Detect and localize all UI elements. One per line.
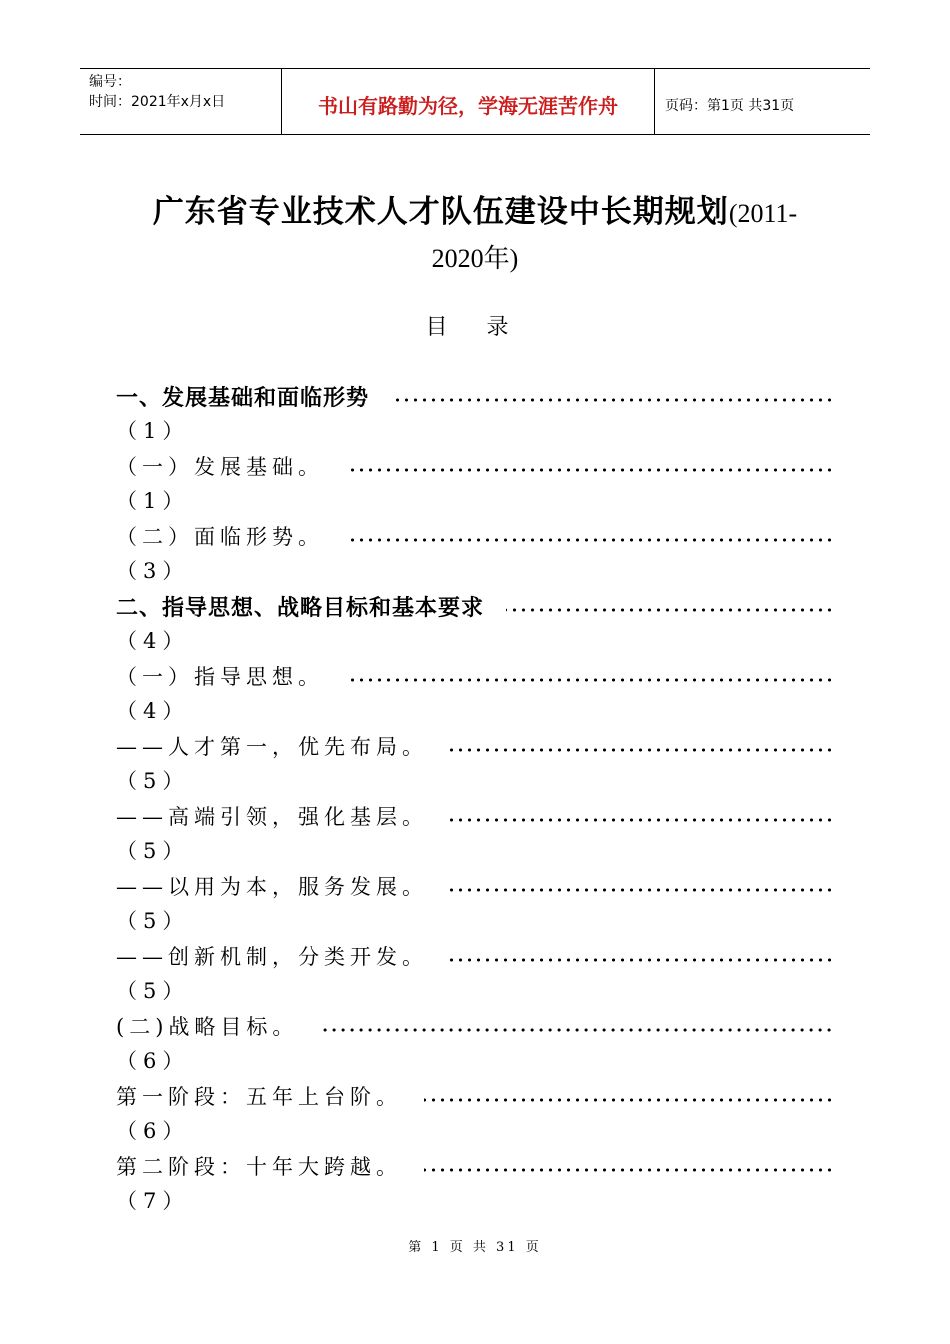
toc-entry-page: （4） xyxy=(116,629,190,653)
toc-entry-page: （6） xyxy=(116,1119,190,1143)
toc-leader-dots xyxy=(346,675,834,685)
toc-leader-dots xyxy=(506,605,834,615)
toc-leader-dots xyxy=(450,745,834,755)
toc-entry-page: （7） xyxy=(116,1189,190,1213)
document-title xyxy=(80,186,870,231)
toc-entry-text: （一）指导思想。 xyxy=(116,665,324,689)
toc-entry-line xyxy=(116,588,834,624)
toc-entry-page: （1） xyxy=(116,489,190,513)
toc-entry-text: （二）面临形势。 xyxy=(116,525,324,549)
toc-entry[interactable] xyxy=(116,1078,834,1148)
toc-entry-line xyxy=(116,378,834,414)
title-year-start: (2011- xyxy=(728,199,798,228)
page-footer: 第 1 页 共 31 页 xyxy=(408,1240,542,1255)
toc-leader-dots xyxy=(450,885,834,895)
toc-heading: 目 录 xyxy=(425,315,525,340)
toc-entry-line xyxy=(116,1148,834,1184)
toc-entry-page: （5） xyxy=(116,979,190,1003)
toc-entry[interactable] xyxy=(116,938,834,1008)
title-main: 广东省专业技术人才队伍建设中长期规划 xyxy=(152,194,729,230)
header-page-info: 页码：第1页 共31页 xyxy=(665,97,795,114)
table-of-contents xyxy=(116,378,834,1218)
toc-leader-dots xyxy=(391,395,834,405)
number-label: 编号： xyxy=(89,74,131,90)
toc-entry-page: （1） xyxy=(116,419,190,443)
toc-leader-dots xyxy=(346,535,834,545)
time-label: 时间：2021年x月x日 xyxy=(89,94,226,110)
toc-entry-page: （3） xyxy=(116,559,190,583)
toc-entry-line xyxy=(116,1078,834,1114)
toc-entry-text: ——以用为本，服务发展。 xyxy=(116,875,428,899)
toc-entry-line xyxy=(116,518,834,554)
toc-entry-text: 一、发展基础和面临形势 xyxy=(116,385,370,411)
toc-entry[interactable] xyxy=(116,1148,834,1218)
toc-entry-line xyxy=(116,938,834,974)
toc-entry-text: (二)战略目标。 xyxy=(116,1015,299,1039)
toc-entry[interactable] xyxy=(116,798,834,868)
toc-leader-dots xyxy=(450,815,834,825)
toc-entry-page: （5） xyxy=(116,909,190,933)
toc-entry-line xyxy=(116,798,834,834)
toc-entry-text: （一）发展基础。 xyxy=(116,455,324,479)
page-header xyxy=(80,68,870,135)
toc-entry[interactable] xyxy=(116,518,834,588)
toc-entry-page: （4） xyxy=(116,699,190,723)
toc-entry-line xyxy=(116,448,834,484)
toc-leader-dots xyxy=(424,1165,834,1175)
toc-entry-page: （6） xyxy=(116,1049,190,1073)
header-meta xyxy=(80,69,282,134)
toc-entry[interactable] xyxy=(116,448,834,518)
toc-entry-page: （5） xyxy=(116,769,190,793)
toc-entry[interactable] xyxy=(116,588,834,658)
toc-entry-line xyxy=(116,1008,834,1044)
toc-leader-dots xyxy=(450,955,834,965)
header-motto: 书山有路勤为径，学海无涯苦作舟 xyxy=(282,69,655,134)
toc-entry[interactable] xyxy=(116,1008,834,1078)
toc-entry-line xyxy=(116,868,834,904)
toc-entry-line xyxy=(116,728,834,764)
toc-entry-text: ——创新机制，分类开发。 xyxy=(116,945,428,969)
toc-entry[interactable] xyxy=(116,658,834,728)
toc-entry[interactable] xyxy=(116,378,834,448)
toc-entry-text: 第一阶段：五年上台阶。 xyxy=(116,1085,402,1109)
toc-entry[interactable] xyxy=(116,728,834,798)
toc-entry[interactable] xyxy=(116,868,834,938)
toc-entry-text: ——人才第一，优先布局。 xyxy=(116,735,428,759)
toc-entry-line xyxy=(116,658,834,694)
toc-entry-text: 二、指导思想、战略目标和基本要求 xyxy=(116,595,485,621)
toc-leader-dots xyxy=(320,1025,834,1035)
toc-entry-text: 第二阶段：十年大跨越。 xyxy=(116,1155,402,1179)
toc-entry-page: （5） xyxy=(116,839,190,863)
document-title-line2: 2020年) xyxy=(431,244,519,273)
toc-entry-text: ——高端引领，强化基层。 xyxy=(116,805,428,829)
toc-leader-dots xyxy=(346,465,834,475)
toc-leader-dots xyxy=(424,1095,834,1105)
